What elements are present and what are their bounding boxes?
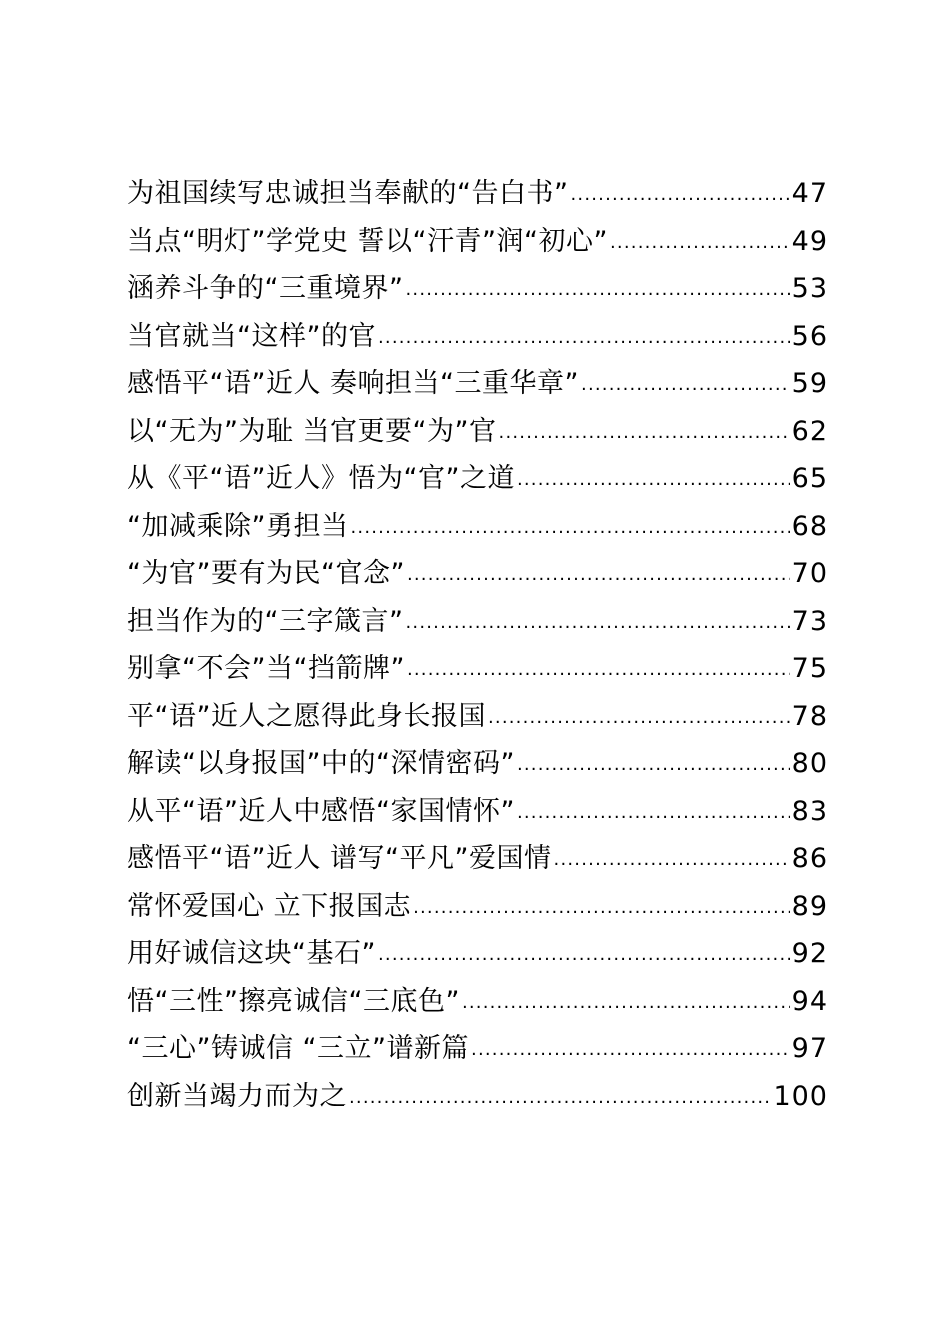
toc-dot-leader [350, 504, 789, 552]
toc-entry[interactable] [127, 978, 828, 1026]
toc-entry-title: 当官就当“这样”的官 [127, 320, 376, 352]
toc-entry[interactable] [127, 550, 828, 598]
toc-entry-page: 97 [791, 1033, 828, 1064]
toc-entry[interactable] [127, 693, 828, 741]
toc-entry-page: 92 [791, 938, 828, 969]
toc-dot-leader [581, 361, 790, 409]
toc-entry-page: 62 [791, 415, 828, 447]
toc-dot-leader [499, 409, 790, 457]
toc-entry-title: “为官”要有为民“官念” [127, 558, 405, 589]
toc-dot-leader [413, 884, 790, 932]
toc-entry[interactable] [127, 883, 828, 931]
toc-dot-leader [471, 1026, 790, 1074]
toc-entry[interactable] [127, 598, 828, 646]
table-of-contents [127, 170, 828, 1120]
toc-entry-title: 平“语”近人之愿得此身长报国 [127, 700, 486, 732]
toc-entry-title: “加减乘除”勇担当 [127, 510, 349, 542]
toc-entry[interactable] [127, 1073, 828, 1121]
toc-entry[interactable] [127, 170, 828, 218]
toc-entry-page: 70 [791, 558, 828, 589]
toc-dot-leader [517, 789, 790, 837]
toc-entry-page: 47 [791, 178, 828, 209]
toc-entry-title: 从平“语”近人中感悟“家国情怀” [127, 795, 515, 827]
toc-entry[interactable] [127, 313, 828, 361]
toc-entry[interactable] [127, 218, 828, 266]
toc-entry-page: 65 [791, 463, 828, 494]
toc-entry-title: 用好诚信这块“基石” [127, 938, 376, 969]
toc-entry-title: 为祖国续写忠诚担当奉献的“告白书” [127, 178, 569, 209]
toc-entry[interactable] [127, 360, 828, 408]
toc-entry[interactable] [127, 740, 828, 788]
toc-dot-leader [378, 931, 790, 979]
toc-dot-leader [349, 1074, 771, 1122]
toc-dot-leader [405, 599, 789, 647]
toc-entry[interactable] [127, 265, 828, 313]
toc-dot-leader [554, 836, 790, 884]
toc-dot-leader [610, 219, 790, 267]
toc-entry-page: 73 [791, 605, 828, 637]
toc-entry[interactable] [127, 503, 828, 551]
toc-entry-title: 解读“以身报国”中的“深情密码” [127, 748, 515, 779]
toc-entry[interactable] [127, 930, 828, 978]
toc-entry-title: 担当作为的“三字箴言” [127, 605, 404, 637]
toc-dot-leader [517, 741, 790, 789]
toc-entry-title: 从《平“语”近人》悟为“官”之道 [127, 463, 515, 494]
toc-dot-leader [488, 694, 790, 742]
toc-entry-page: 89 [791, 890, 828, 922]
toc-dot-leader [462, 979, 790, 1027]
toc-entry[interactable] [127, 645, 828, 693]
toc-entry-page: 100 [773, 1080, 828, 1112]
toc-entry-title: 常怀爱国心 立下报国志 [127, 890, 412, 922]
toc-entry-title: 涵养斗争的“三重境界” [127, 273, 404, 304]
toc-entry-page: 59 [791, 368, 828, 399]
toc-entry-page: 56 [791, 320, 828, 352]
toc-dot-leader [405, 266, 789, 314]
toc-entry[interactable] [127, 455, 828, 503]
toc-entry-title: 悟“三性”擦亮诚信“三底色” [127, 985, 460, 1017]
toc-entry-title: 别拿“不会”当“挡箭牌” [127, 653, 405, 684]
toc-entry-title: “三心”铸诚信 “三立”谱新篇 [127, 1033, 470, 1064]
toc-entry-page: 68 [791, 510, 828, 542]
toc-entry[interactable] [127, 835, 828, 883]
toc-entry-page: 83 [791, 795, 828, 827]
toc-entry-page: 86 [791, 843, 828, 874]
toc-entry-title: 创新当竭力而为之 [127, 1080, 347, 1112]
toc-entry-page: 49 [791, 225, 828, 257]
toc-dot-leader [517, 456, 790, 504]
toc-entry[interactable] [127, 408, 828, 456]
toc-entry-page: 80 [791, 748, 828, 779]
toc-entry-title: 感悟平“语”近人 谱写“平凡”爱国情 [127, 843, 552, 874]
toc-entry-page: 53 [791, 273, 828, 304]
toc-entry-page: 75 [791, 653, 828, 684]
toc-entry-page: 78 [791, 700, 828, 732]
toc-entry-title: 感悟平“语”近人 奏响担当“三重华章” [127, 368, 580, 399]
toc-entry-title: 以“无为”为耻 当官更要“为”官 [127, 415, 497, 447]
toc-dot-leader [378, 314, 790, 362]
toc-dot-leader [570, 171, 789, 219]
toc-entry[interactable] [127, 1025, 828, 1073]
toc-entry-page: 94 [791, 985, 828, 1017]
toc-entry-title: 当点“明灯”学党史 誓以“汗青”润“初心” [127, 225, 609, 257]
toc-entry[interactable] [127, 788, 828, 836]
toc-dot-leader [407, 551, 790, 599]
toc-dot-leader [407, 646, 790, 694]
